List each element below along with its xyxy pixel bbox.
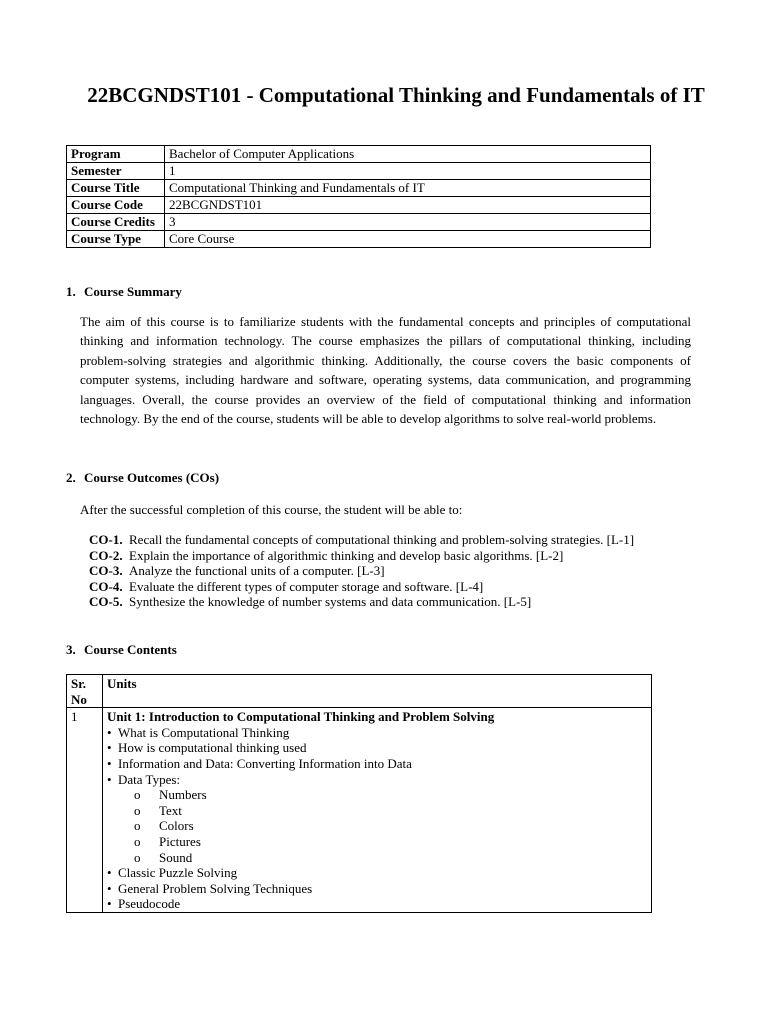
info-row [67, 197, 651, 214]
course-outcome-item [89, 532, 693, 548]
document-title: 22BCGNDST101 - Computational Thinking and Fundamentals of IT [87, 83, 705, 107]
info-value: Bachelor of Computer Applications [165, 146, 651, 163]
circle-bullet-icon: o [134, 818, 141, 834]
table-header-row [67, 675, 652, 708]
section-heading-course-summary [66, 284, 182, 300]
info-row [67, 231, 651, 248]
unit-cell [103, 708, 652, 913]
list-item-text: Data Types: [118, 771, 181, 787]
sub-list-item [107, 803, 647, 819]
outcome-label: CO-1. [89, 532, 123, 547]
course-outcome-item [89, 594, 693, 610]
info-key: Course Type [67, 231, 165, 248]
circle-bullet-icon: o [134, 833, 141, 849]
info-row [67, 146, 651, 163]
info-key: Course Credits [67, 214, 165, 231]
bullet-icon: • [107, 896, 112, 912]
course-summary-paragraph: The aim of this course is to familiarize students with the fundamental concepts and principles of computational thinking and information technology. The course emphasizes the pillars of computational thinking, including problem-solving strategies and algorithmic thinking. Additionally, the course covers the basic components of computer systems, including hardware and software, operating systems, data communication, and programming languages. Overall, the course provides an overview of the field of computational thinking and information technology. By the end of the course, students will be able to develop algorithms to solve real-world problems. [80, 314, 691, 427]
list-item [107, 740, 647, 756]
sub-list-item [107, 787, 647, 803]
sub-list-item [107, 818, 647, 834]
course-outcomes-list [89, 532, 693, 610]
outcome-text: Evaluate the different types of computer storage and software. [L-4] [129, 578, 484, 594]
section-heading-course-outcomes [66, 470, 219, 486]
outcome-text: Analyze the functional units of a computer. [L-3] [129, 563, 385, 578]
list-item-text: Information and Data: Converting Information into Data [118, 755, 412, 771]
outcome-label: CO-2. [89, 547, 123, 563]
circle-bullet-icon: o [134, 802, 141, 818]
section-title: Course Contents [84, 642, 177, 657]
list-item [107, 756, 647, 772]
bullet-icon: • [107, 724, 112, 740]
outcomes-intro: After the successful completion of this course, the student will be able to: [80, 502, 463, 517]
info-row [67, 214, 651, 231]
circle-bullet-icon: o [134, 849, 141, 865]
section-number: 3. [66, 642, 76, 657]
circle-bullet-icon: o [134, 787, 141, 803]
bullet-icon: • [107, 865, 112, 881]
info-row [67, 163, 651, 180]
sub-list-item-text: Sound [159, 849, 193, 865]
outcome-label: CO-3. [89, 563, 123, 578]
sub-list-item [107, 850, 647, 866]
bullet-icon: • [107, 771, 112, 787]
list-item-text: What is Computational Thinking [118, 724, 290, 740]
sr-no-cell: 1 [67, 708, 103, 913]
course-info-table [66, 145, 651, 248]
list-item [107, 865, 647, 881]
sub-list-item-text: Colors [159, 818, 194, 834]
course-outcome-item [89, 563, 693, 579]
list-item [107, 881, 647, 897]
table-row [67, 708, 652, 913]
list-item [107, 772, 647, 788]
sub-list-item-text: Pictures [159, 833, 201, 849]
bullet-icon: • [107, 755, 112, 771]
info-key: Program [67, 146, 165, 163]
info-value: 1 [165, 163, 651, 180]
section-title: Course Summary [84, 284, 182, 299]
outcome-text: Synthesize the knowledge of number systems and data communication. [L-5] [129, 594, 532, 609]
info-value: 3 [165, 214, 651, 231]
section-number: 2. [66, 470, 76, 485]
outcome-text: Explain the importance of algorithmic thinking and develop basic algorithms. [L-2] [129, 547, 564, 563]
info-key: Course Title [67, 180, 165, 197]
outcome-text: Recall the fundamental concepts of computational thinking and problem-solving strategies. [L-1] [129, 532, 635, 547]
list-item-text: General Problem Solving Techniques [118, 880, 313, 896]
header-sr-no: Sr. No [67, 675, 103, 708]
list-item [107, 725, 647, 741]
list-item-text: Classic Puzzle Solving [118, 865, 238, 881]
info-key: Course Code [67, 197, 165, 214]
course-contents-table [66, 674, 652, 913]
section-number: 1. [66, 284, 76, 299]
sub-list-item-text: Text [159, 802, 182, 818]
info-value: Computational Thinking and Fundamentals of IT [165, 180, 651, 197]
outcome-label: CO-4. [89, 578, 123, 594]
bullet-icon: • [107, 880, 112, 896]
outcome-label: CO-5. [89, 594, 123, 609]
info-value: 22BCGNDST101 [165, 197, 651, 214]
list-item [107, 896, 647, 912]
info-key: Semester [67, 163, 165, 180]
list-item-text: How is computational thinking used [118, 740, 307, 756]
course-outcome-item [89, 548, 693, 564]
unit-title: Unit 1: Introduction to Computational Thinking and Problem Solving [107, 709, 495, 725]
list-item-text: Pseudocode [118, 896, 181, 912]
header-units: Units [103, 675, 652, 708]
bullet-icon: • [107, 740, 112, 756]
sub-list-item-text: Numbers [159, 787, 207, 803]
course-outcome-item [89, 579, 693, 595]
sub-list-item [107, 834, 647, 850]
info-row [67, 180, 651, 197]
section-title: Course Outcomes (COs) [84, 470, 220, 485]
section-heading-course-contents [66, 642, 177, 658]
info-value: Core Course [165, 231, 651, 248]
